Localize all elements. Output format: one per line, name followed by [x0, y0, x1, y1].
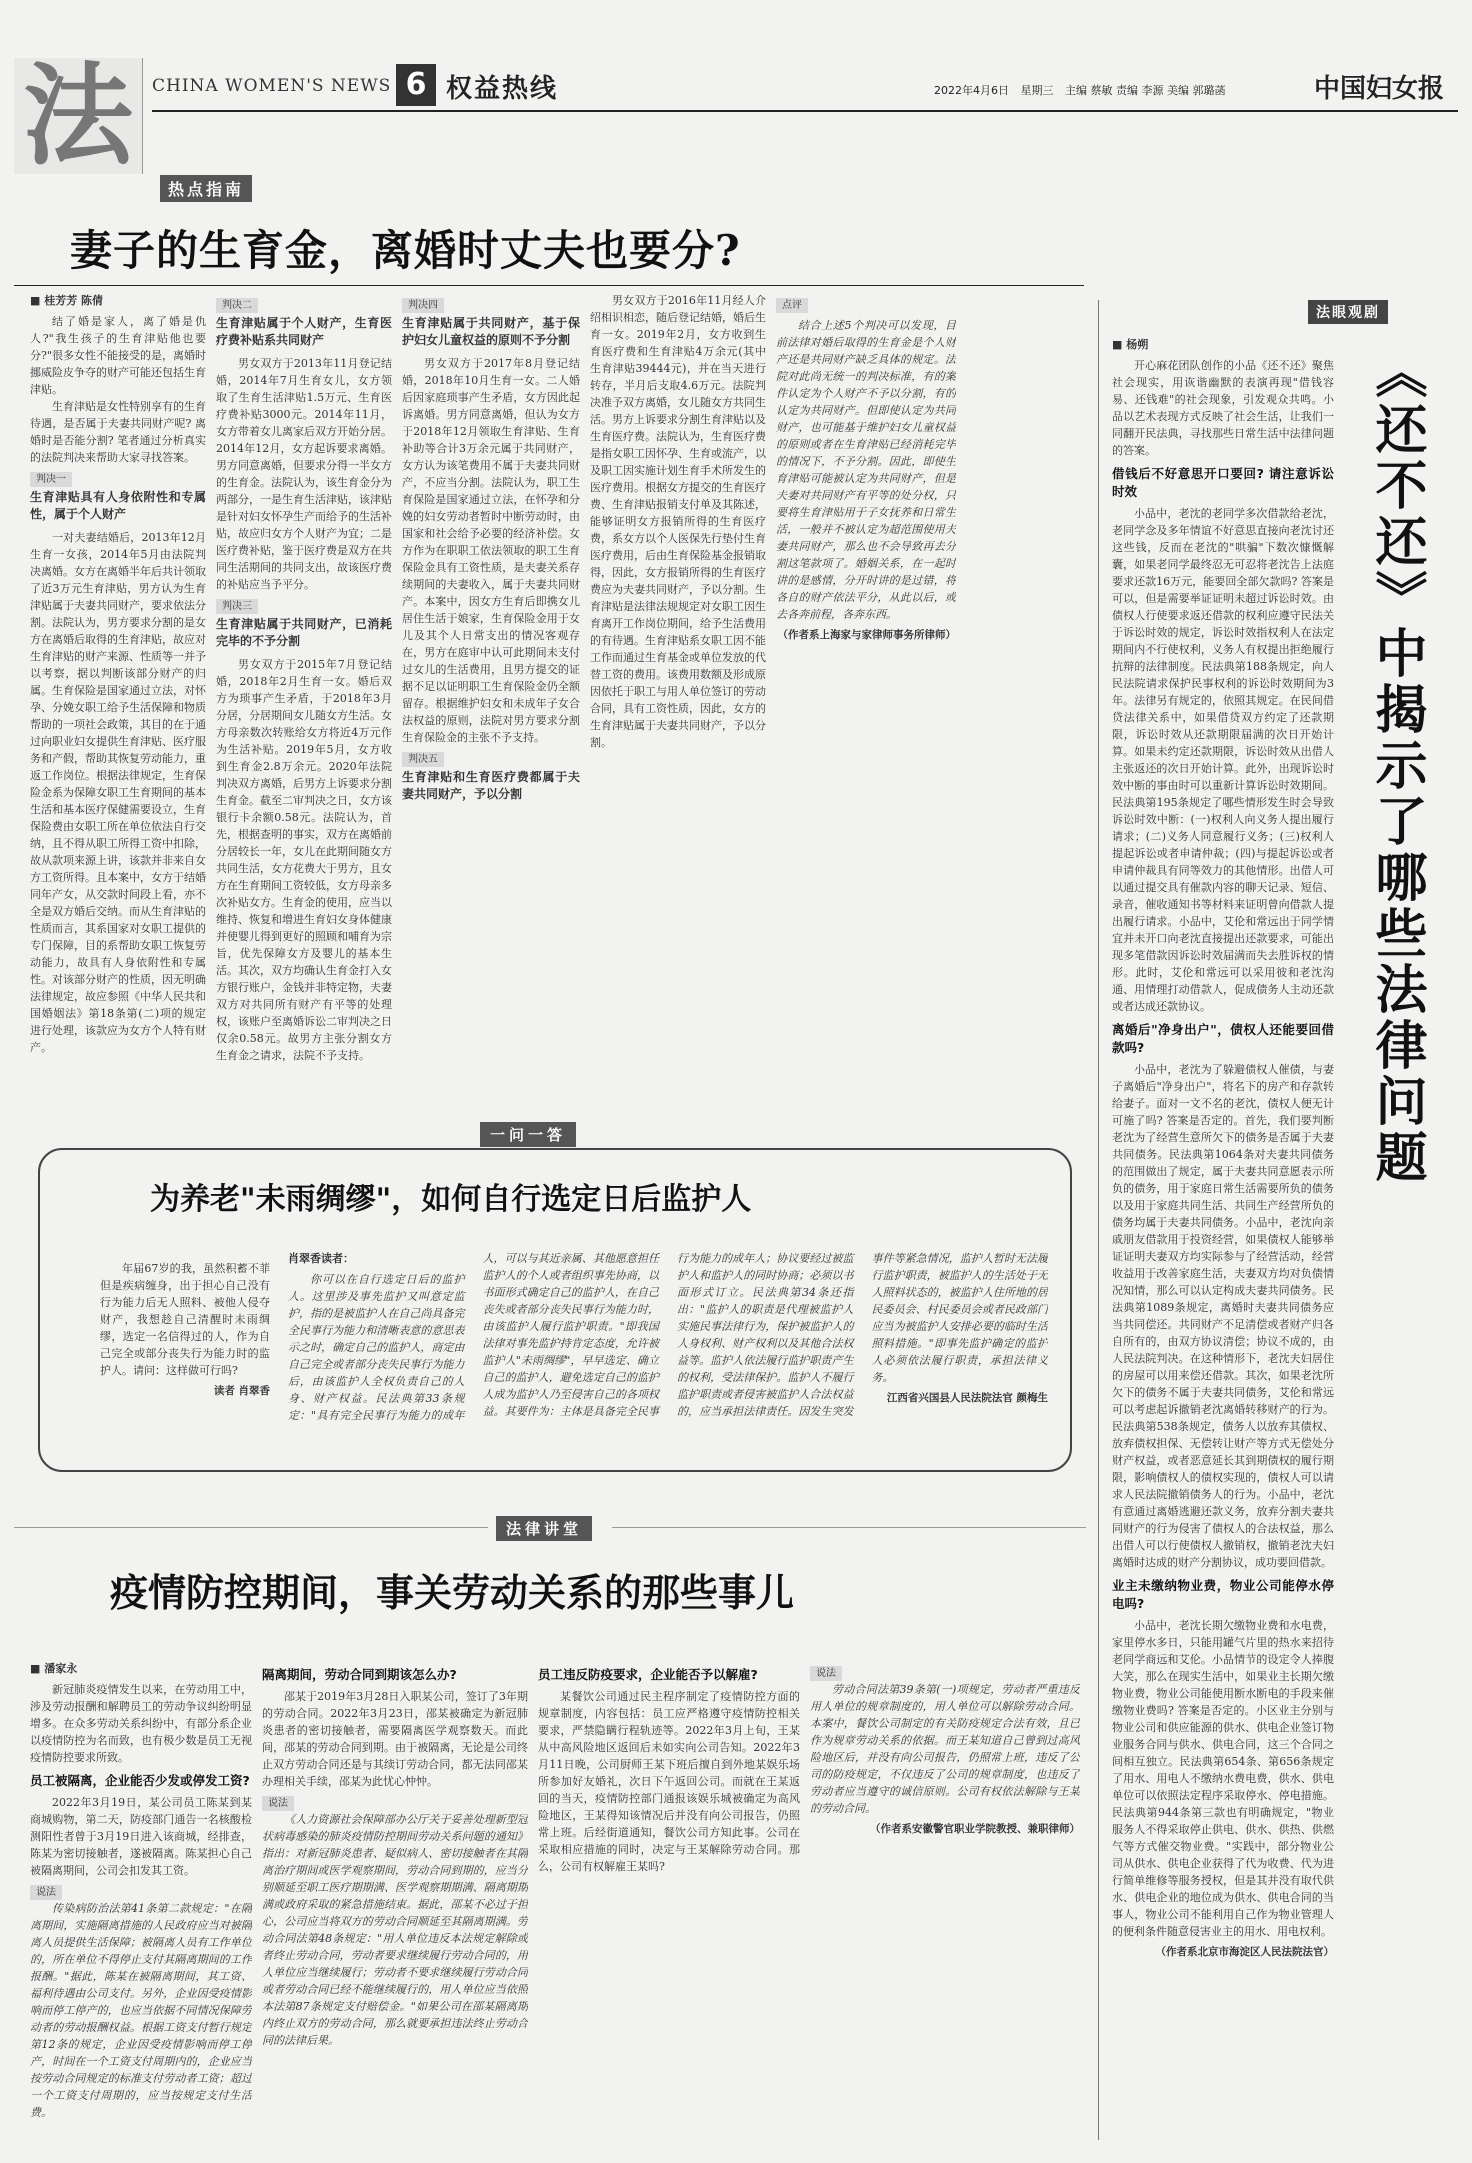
case4-title: 生育津贴属于共同财产，基于保护妇女儿童权益的原则不予分割 — [402, 316, 580, 347]
sidebar-col1 — [1112, 336, 1334, 2136]
sidebar-q1-text: 小品中，老沈的老同学多次借款给老沈，老同学念及多年情谊不好意思直接向老沈讨还这些钱，反而在老沈的"哄骗"下数次慷慨解囊，如果老同学最终忍无可忍将老沈告上法庭要求还款16万元，能要回全部欠款吗? 答案是可以，但是需要举证证明未超过诉讼时效。由债权人行使要求返还借款的权利应遵守民法关于诉讼时效的规定，诉讼时效指权利人在法定期间内不行使权利，义务人有权提出拒绝履行抗辩的法律制度。民法典第188条规定，向人民法院请求保护民事权利的诉讼时效期间为3年。法律另有规定的，依照其规定。在民间借贷法律关系中，如果借贷双方约定了还款期限，诉讼时效从还款期限届满的次日开始计算。如果未约定还款期限，诉讼时效从出借人主张返还的次日开始计算。此外，出现诉讼时效中断的事由时可以重新计算诉讼时效期间。民法典第195条规定了哪些情形发生时会导致诉讼时效中断：(一)权利人向义务人提出履行请求；(二)义务人同意履行义务；(三)权利人提起诉讼或者申请仲裁；(四)与提起诉讼或者申请仲裁具有同等效力的其他情形。出借人可以通过提交具有催款内容的聊天记录、短信、录音，催收通知书等材料来证明曾向借款人提出履行请求。小品中，艾伦和常远出于同学情宜并未开口向老沈直接提出还款要求，可能出现多笔借款因诉讼时效届满而失去胜诉权的情形。此时，艾伦和常远可以采用彼和老沈沟通、用情理打动借款人，促成债务人主动还款或者达成还款协议。 — [1112, 507, 1334, 1013]
lecture-q3: 员工违反防疫要求，企业能否予以解雇? — [538, 1667, 758, 1682]
article1-byline: ■ 桂芳芳 陈倩 — [30, 294, 104, 307]
case4-text: 男女双方于2017年8月登记结婚，2018年10月生育一女。二人婚后因家庭琐事产生矛盾，女方因此起诉离婚。男方同意离婚，但认为女方于2018年12月领取生育津贴、生育补助等合计3万余元属于共同财产，女方认为该笔费用不属于夫妻共同财产，不应当分割。法院认为，职工生育保险是国家通过立法，在怀孕和分娩的妇女劳动者暂时中断劳动时，由国家和社会给予必要的经济补偿。女方作为在职职工依法领取的职工生育保险金具有工资性质，是夫妻关系存续期间的夫妻收入，属于夫妻共同财产。本案中，因女方生育后即携女儿居住生活于娘家，生育保险金用于女儿及其个人日常支出的情况客观存在，男方在庭审中认可此期间未支付过女儿的生活费用，且男方提交的证据不足以证明职工生育保险金仍全额留存。根据维护妇女和未成年子女合法权益的原则，法院对男方要求分割生育保险金的主张不予支持。 — [402, 357, 580, 744]
lecture-q2: 隔离期间，劳动合同到期该怎么办? — [262, 1667, 457, 1682]
lecture-say1-text: 传染病防治法第41条第二款规定："在隔离期间，实施隔离措施的人民政府应当对被隔离人员提供生活保障；被隔离人员有工作单位的，所在单位不得停止支付其隔离期间的工作报酬。"据此，陈某在被隔离期间，其工资、福利待遇由公司支付。另外，企业因受疫情影响而停工停产的，也应当依据不同情况保障劳动者的劳动报酬权益。根据工资支付暂行规定第12条的规定，企业因受疫情影响而停工停产，时间在一个工资支付周期内的，企业应当按劳动合同规定的标准支付劳动者工资；超过一个工资支付周期的，应当按规定支付生活费。 — [30, 1902, 252, 2119]
lecture-say2-text: 《人力资源社会保障部办公厅关于妥善处理新型冠状病毒感染的肺炎疫情防控期间劳动关系问题的通知》指出：对新冠肺炎患者、疑似病人、密切接触者在其隔离治疗期间或医学观察期间，劳动合同到期的，应当分别顺延至职工医疗期期满、医学观察期期满、隔离期期满或政府采取的紧急措施结束。据此，邵某不必过于担心，公司应当将双方的劳动合同顺延至其隔离期满。劳动合同法第48条规定："用人单位违反本法规定解除或者终止劳动合同，劳动者要求继续履行劳动合同的，用人单位应当继续履行；劳动者不要求继续履行劳动合同或者劳动合同已经不能继续履行的，用人单位应当依照本法第87条规定支付赔偿金。"如果公司在邵某隔离期内终止双方的劳动合同，那么就要承担违法终止劳动合同的法律后果。 — [262, 1813, 528, 2047]
lecture-author-note: （作者系安徽警官职业学院教授、兼职律师） — [870, 1823, 1080, 1835]
english-name: CHINA WOMEN'S NEWS — [152, 76, 392, 96]
sidebar-q3: 业主未缴纳物业费，物业公司能停水停电吗? — [1112, 1578, 1334, 1611]
sidebar-byline: ■ 杨朔 — [1112, 338, 1149, 351]
lecture-q1-case: 2022年3月19日，某公司员工陈某到某商城购物，第二天，防疫部门通告一名核酸检测阳性者曾于3月19日进入该商城，经排查，陈某为密切接触者，遂被隔离。陈某担心自己被隔离期间，公司会扣发其工资。 — [30, 1796, 252, 1877]
case4-tag: 判决四 — [402, 298, 444, 313]
case1-text: 一对夫妻结婚后，2013年12月生育一女孩，2014年5月由法院判决离婚。女方在离婚半年后共计领取了近3万元生育津贴，男方认为生育津贴属于夫妻共同财产，要求依法分割。法院认为，男方要求分割的是女方在离婚后取得的生育津贴，故应对生育津贴的财产来源、性质等一并予以考察，据以判断该部分财产的归属。生育保险是国家通过立法，对怀孕、分娩女职工给予生活保障和物质帮助的一项社会政策，其目的在于通过向职业妇女提供生育津贴、医疗服务和产假，帮助其恢复劳动能力，重返工作岗位。根据法律规定，生育保险金系为保障女职工生育期间的基本生活和基本医疗保健需要设立，生育保险费由女职工所在单位依法自行交纳，且不得从职工所得工资中扣除，故从款项来源上讲，该款并非来自女方工资所得。且本案中，女方于结婚同年产女，从交款时间段上看，亦不全是双方婚后交纳。而从生育津贴的性质而言，其系国家对女职工提供的专门保障，目的系帮助女职工恢复劳动能力，故具有人身依附性和专属性。对该部分财产的性质，因无明确法律规定，故应参照《中华人民共和国婚姻法》第18条第(二)项的规定进行处理，该款应为女方个人特有财产。 — [30, 531, 206, 1054]
article1-intro: 结了婚是家人，离了婚是仇人?"我生孩子的生育津贴他也要分?"很多女性不能接受的是，离婚时挪威险皮争夺的财产可能还包括生育津贴。 — [30, 315, 206, 396]
qa-headline: 为养老"未雨绸缪"，如何自行选定日后监护人 — [150, 1182, 752, 1217]
article1-col4 — [590, 292, 766, 1072]
sidebar-q2-text: 小品中，老沈为了躲避债权人催债，与妻子离婚后"净身出户"，将名下的房产和存款转给妻子。面对一文不名的老沈，债权人便无计可施了吗? 答案是否定的。首先，我们要判断老沈为了经营生意所欠下的债务是否属于夫妻共同债务。民法典第1064条对夫妻共同债务的范围做出了规定，属于夫妻共同意愿表示所负的债务，用于家庭日常生活需要所负的债务以及用于家庭共同生活、共同生产经营所负的债务均属于夫妻共同债务。小品中，老沈向亲戚朋友借款用于投资经营，如果债权人能够举证证明夫妻双方均实际参与了经营活动，经营收益用于改善家庭生活，夫妻双方均对负债情况知情，那么可以认定构成夫妻共同债务。民法典第1089条规定，离婚时夫妻共同债务应当共同偿还。共同财产不足清偿或者财产归各自所有的，由双方协议清偿；协议不成的，由人民法院判决。在这种情形下，老沈夫妇居住的房屋可以用来偿还借款。其次，如果老沈所欠下的债务不属于夫妻共同债务，艾伦和常远可以考虑起诉撤销老沈离婚转移财产的行为。民法典第538条规定，债务人以放弃其债权、放弃债权担保、无偿转让财产等方式无偿处分财产权益，或者恶意延长其到期债权的履行期限，影响债权人的债权实现的，债权人可以请求人民法院撤销债务人的行为。小品中，老沈有意通过离婚逃避还款义务，放弃分割夫妻共同财产的行为侵害了债权人的合法权益，那么出借人可以行使债权人撤销权，撤销老沈夫妇离婚时达成的财产分割协议，成功要回借款。 — [1112, 1063, 1334, 1569]
article1-author-note: （作者系上海家与家律师事务所律师） — [777, 629, 956, 641]
sidebar-q3-text: 小品中，老沈长期欠缴物业费和水电费，家里停水多日，只能用罐气片里的热水来招待老同学商远和艾伦。小品情节的设定令人捧腹大笑，那么在现实生活中，如果业主长期欠缴物业费，物业公司能使用断水断电的手段来催缴物业费吗? 答案是否定的。小区业主分别与物业公司和供应能源的供水、供电企业签订物业服务合同与供水、供电合同，这三个合同之间相互独立。民法典第654条、第656条规定了用水、用电人不缴纳水费电费，供水、供电单位可以依照法定程序采取停水、停电措施。民法典第944条第三款也有明确规定，"物业服务人不得采取停止供电、供水、供热、供燃气等方式催交物业费。"实践中，部分物业公司从供水、供电企业获得了代为收费、代为进行简单维修等服务授权，但是其并没有取代供水、供电企业的地位成为供水、供电合同的当事人，物业公司不能利用自己作为物业管理人的便利条件随意侵害业主的用水、用电权利。 — [1112, 1619, 1334, 1938]
editors: 主编 蔡敏 责编 李源 美编 郭璐菡 — [1065, 84, 1226, 97]
qa-answer-block — [288, 1250, 1048, 1455]
case3-title: 生育津贴属于共同财产，已消耗完毕的不予分割 — [216, 617, 392, 648]
article1-rule — [14, 285, 1084, 286]
lecture-col3 — [538, 1660, 800, 2140]
article1-headline: 妻子的生育金，离婚时丈夫也要分? — [70, 226, 741, 275]
lecture-label: 法律讲堂 — [496, 1516, 592, 1541]
comment-text: 结合上述5个判决可以发现，目前法律对婚后取得的生育金是个人财产还是共同财产缺乏具体的规定。法院对此尚无统一的判决标准，有的案件认定为个人财产不予以分割，有的认定为共同财产。但即使认定为共同财产，也可能基于维护妇女儿童权益的原则或者在生育津贴已经消耗完毕的情况下，不予分割。因此，即使生育津贴可能被认定为共同财产，但是夫妻对共同财产有平等的处分权，只要将生育津贴用于子女抚养和日常生活，一般并不被认定为超范围使用夫妻共同财产，那么也不会导致再去分割这笔款项了。婚姻关系，在一起时讲的是感情，分开时讲的是过错，将各自的财产依法平分，从此以后，或去各奔前程，各奔东西。 — [776, 319, 956, 621]
sidebar-q1: 借钱后不好意思开口要回? 请注意诉讼时效 — [1112, 466, 1334, 499]
case5-title: 生育津贴和生育医疗费都属于夫妻共同财产，予以分割 — [402, 770, 580, 801]
qa-question-block — [100, 1260, 270, 1400]
case2-title: 生育津贴属于个人财产，生育医疗费补贴系共同财产 — [216, 316, 392, 347]
lecture-headline: 疫情防控期间，事关劳动关系的那些事儿 — [110, 1570, 795, 1615]
masthead-rule — [152, 110, 1458, 112]
article1-col1 — [30, 292, 206, 1072]
sidebar-label: 法眼观剧 — [1308, 300, 1388, 324]
lecture-say3-text: 劳动合同法第39条第(一)项规定，劳动者严重违反用人单位的规章制度的，用人单位可以解除劳动合同。本案中，餐饮公司制定的有关防疫规定合法有效，且已作为规章劳动关系的依据。而王某知道自己曾到过高风险地区后，并没有向公司报告，仍照常上班，违反了公司的防疫规定，不仅违反了公司的规章制度，也违反了劳动者应当遵守的诚信原则。公司有权依法解除与王某的劳动合同。 — [810, 1683, 1080, 1815]
lecture-intro: 新冠肺炎疫情发生以来，在劳动用工中，涉及劳动报酬和解聘员工的劳动争议纠纷明显增多。在众多劳动关系纠纷中，有部分系企业以疫情防控为名而致，也有极少数是员工无视疫情防控要求所致。 — [30, 1683, 252, 1764]
qa-answer-text: 你可以在自行选定日后的监护人。这里涉及事先监护又叫意定监护，指的是被监护人在自己尚具备完全民事行为能力和清晰表意的意思表示之时，确定自己的监护人，商定由自己完全或者部分丧失民事行为能力后，由该监护人全权负责自己的人身、财产权益。民法典第33条规定："具有完全民事行为能力的成年人，可以与其近亲属、其他愿意担任监护人的个人或者组织事先协商，以书面形式确定自己的监护人，在自己丧失或者部分丧失民事行为能力时，由该监护人履行监护职责。"即我国法律对事先监护持肯定态度，允许被监护人"未雨绸缪"，早早选定、确立自己的监护人，避免选定自己的监护人成为监护人乃至侵害自己的各项权益。其要件为：主体是具备完全民事行为能力的成年人；协议要经过被监护人和监护人的同时协商；必须以书面形式订立。民法典第34条还指出："监护人的职责是代理被监护人实施民事法律行为，保护被监护人的人身权利、财产权利以及其他合法权益等。监护人依法履行监护职责产生的权利，受法律保护。监护人不履行监护职责或者侵害被监护人合法权益的，应当承担法律责任。因发生突发事件等紧急情况，监护人暂时无法履行监护职责，被监护人的生活处于无人照料状态的，被监护人住所地的居民委员会、村民委员会或者民政部门应当为被监护人安排必要的临时生活照料措施。"即事先监护确定的监护人必须依法履行职责，承担法律义务。 — [288, 1252, 1048, 1422]
sidebar-q2: 离婚后"净身出户"，债权人还能要回借款吗? — [1112, 1022, 1334, 1055]
lecture-col2 — [262, 1660, 528, 2140]
case2-text: 男女双方于2013年11月登记结婚，2014年7月生育女儿，女方领取了生育生活津贴1.5万元、生育医疗费补贴3000元。2014年11月，女方带着女儿离家后双方开始分居。2014年12月，女方起诉要求离婚。男方同意离婚，但要求分得一半女方的生育金。法院认为，该生育金分为两部分，一是生育生活津贴，该津贴是针对妇女怀孕生产而给予的生活补贴，故应归女方个人财产为宜；二是医疗费补贴，鉴于医疗费是双方在共同生活期间的共同支出，故该医疗费的补贴应当予平分。 — [216, 357, 392, 591]
lecture-q1: 员工被隔离，企业能否少发或停发工资? — [30, 1773, 250, 1788]
section-title: 权益热线 — [446, 74, 559, 104]
case3-tag: 判决三 — [216, 599, 258, 614]
article1-col2 — [216, 292, 392, 1072]
case1-tag: 判决一 — [30, 472, 72, 487]
article1-intro2: 生育津贴是女性特别享有的生育待遇，是否属于夫妻共同财产呢? 离婚时是否能分割? 笔者通过分析真实的法院判决来帮助大家寻找答案。 — [30, 400, 206, 464]
comment-label: 点评 — [776, 298, 808, 313]
paper-name: 中国妇女报 — [1314, 74, 1445, 104]
case2-tag: 判决二 — [216, 298, 258, 313]
lecture-say2-label: 说法 — [262, 1796, 294, 1811]
case1-title: 生育津贴具有人身依附性和专属性，属于个人财产 — [30, 490, 206, 521]
hot-guide-label: 热点指南 — [160, 175, 252, 202]
lecture-col1 — [30, 1660, 252, 2140]
lecture-byline: ■ 潘家永 — [30, 1662, 78, 1675]
qa-question: 年届67岁的我，虽然积蓄不菲但是疾病缠身，出于担心自己没有行为能力后无人照料、被他人侵夺财产，我想趁自己清醒时未雨绸缪，选定一名信得过的人，作为自己完全或部分丧失行为能力时的监护人。请问：这样做可行吗? — [100, 1262, 270, 1377]
qa-box — [38, 1148, 1072, 1472]
date: 2022年4月6日 — [934, 84, 1009, 97]
article1-col3 — [402, 292, 580, 1072]
sidebar-divider — [1098, 300, 1099, 2140]
lecture-rule-right — [612, 1527, 1086, 1528]
qa-question-sign: 读者 肖翠香 — [213, 1385, 270, 1397]
section-char: 法 — [23, 51, 133, 180]
lecture-say1-label: 说法 — [30, 1885, 62, 1900]
qa-answer-to: 肖翠香读者： — [288, 1252, 354, 1265]
lecture-rule-left — [14, 1527, 488, 1528]
masthead — [14, 51, 1458, 180]
page-number: 6 — [396, 64, 436, 106]
weekday: 星期三 — [1020, 84, 1054, 97]
qa-label: 一问一答 — [480, 1122, 576, 1147]
case5-text: 男女双方于2016年11月经人介绍相识相恋，随后登记结婚，婚后生育一女。2019年2月，女方收到生育医疗费和生育津贴4万余元(其中生育津贴39444元)，并在当天进行转存，半月后支取4.6万元。法院判决准予双方离婚，女儿随女方共同生活。男方上诉要求分割生育津贴以及生育医疗费。法院认为，生育医疗费是指女职工因怀孕、生育或流产，以及职工因实施计划生育手术所发生的医疗费用。根据女方提交的生育医疗费、生育津贴报销支付单及其陈述，能够证明女方报销所得的生育医疗费，系女方以个人医保先行垫付生育医疗费用，后由生育保险基金报销取得，因此，女方报销所得的生育医疗费应为夫妻共同财产，予以分割。生育津贴是法律法规规定对女职工因生育离开工作岗位期间，给予生活费用的有待遇。生育津贴系女职工因不能工作而通过生育基金或单位发放的代替工资的费用。该费用数额及形成原因依托于职工与用人单位签订的劳动合同，具有工资性质，因此，女方的生育津贴属于夫妻共同财产，予以分割。 — [590, 294, 766, 749]
case5-tag: 判决五 — [402, 752, 444, 767]
lecture-col4 — [810, 1660, 1080, 2140]
sidebar-vertical-title: 《还不还》中揭示了哪些法律问题 — [1366, 346, 1427, 1186]
section-char-block — [14, 51, 143, 180]
qa-answer-sign: 江西省兴国县人民法院法官 颜梅生 — [886, 1392, 1048, 1404]
sidebar-intro: 开心麻花团队创作的小品《还不还》聚焦社会现实，用诙谐幽默的表演再现"借钱容易、还钱难"的社会现象，引发观众共鸣。小品以艺术表现方式反映了社会生活，让我们一同翻开民法典，寻找那些日常生活中法律问题的答案。 — [1112, 359, 1334, 457]
lecture-q3-case: 某餐饮公司通过民主程序制定了疫情防控方面的规章制度，内容包括：员工应严格遵守疫情防控相关要求，严禁隐瞒行程轨迹等。2022年3月上旬，王某从中高风险地区返回后未如实向公司告知。2022年3月11日晚，公司厨师王某下班后擅自到外地某娱乐场所参加好友婚礼，次日下午返回公司。而就在王某返回的当天，疫情防控部门通报该娱乐城被确定为高风险地区，王某得知该情况后并没有向公司报告，仍照常上班。后经街道通知，餐饮公司方知此事。公司在采取相应措施的同时，决定与王某解除劳动合同。那么，公司有权解雇王某吗? — [538, 1690, 800, 1873]
lecture-say3-label: 说法 — [810, 1666, 842, 1681]
case3-text: 男女双方于2015年7月登记结婚，2018年2月生育一女。婚后双方为琐事产生矛盾，于2018年3月分居，分居期间女儿随女方生活。女方母亲数次转账给女方将近4万元作为生活补贴。2019年5月，女方收到生育金2.8万余元。2020年法院判决双方离婚，后男方上诉要求分割生育金。截至二审判决之日，女方该银行卡余额0.58元。法院认为，首先，根据查明的事实，双方在离婚前分居较长一年，女儿在此期间随女方共同生活，女方花费大于男方，且女方在生育期间工资较低，女方母亲多次补贴女方。生育金的使用，应当以维持、恢复和增进生育妇女身体健康并使婴儿得到更好的照顾和哺育为宗旨，优先保障女方及婴儿的基本生活。其次，双方均确认生育金打入女方银行账户，金钱并非特定物，夫妻双方对共同所有财产有平等的处理权，该账户至离婚诉讼二审判决之日仅余0.58元。故男方主张分割女方生育金之请求，法院不予支持。 — [216, 658, 392, 1062]
date-line — [934, 82, 1225, 98]
lecture-q2-case: 邵某于2019年3月28日入职某公司，签订了3年期的劳动合同。2022年3月23日，邵某被确定为新冠肺炎患者的密切接触者，需要隔离医学观察数天。而此间，邵某的劳动合同到期。由于被隔离，无论是公司终止双方劳动合同还是与其续订劳动合同，都无法同邵某办理相关手续，邵某为此忧心忡忡。 — [262, 1690, 528, 1788]
sidebar-author-note: （作者系北京市海淀区人民法院法官） — [1155, 1946, 1334, 1958]
article1-col5 — [776, 292, 956, 1072]
